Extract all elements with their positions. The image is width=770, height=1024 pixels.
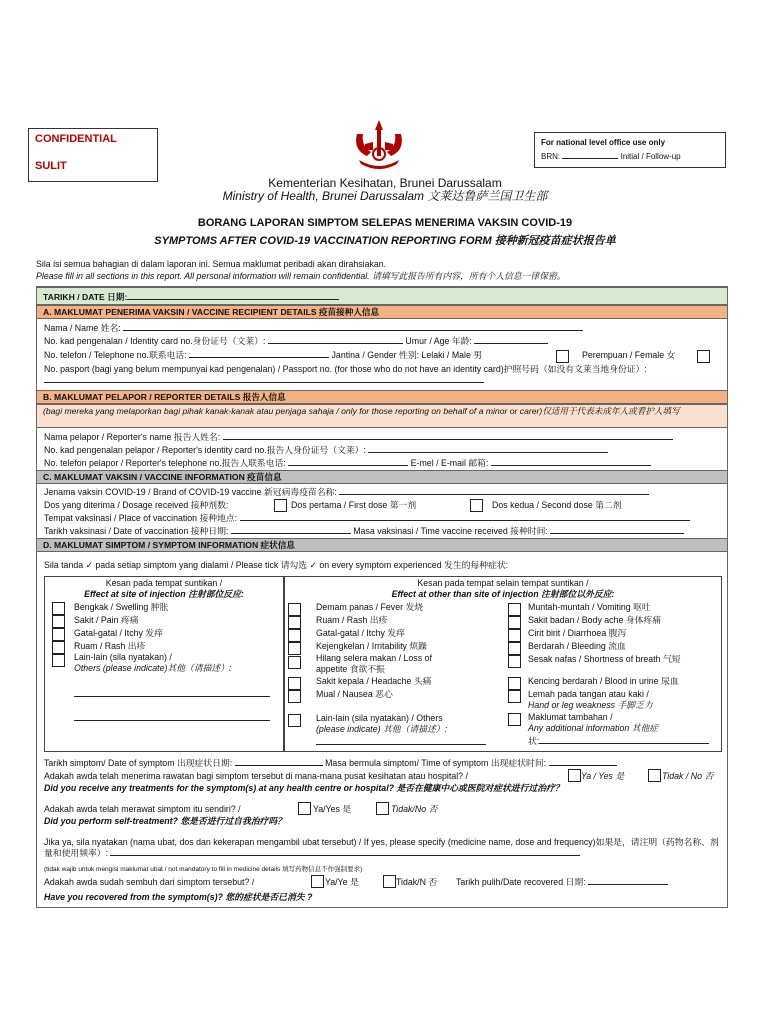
rash-site-checkbox[interactable] [52,641,65,654]
first-dose-label: Dos pertama / First dose 第一剂 [291,500,417,510]
reporter-ic-label: No. kad pengenalan pelapor / Reporter's identity card no.报告人身份证号（文莱）: [44,445,366,455]
treatment-question-en: Did you receive any treatments for the symptom(s) at any health centre or hospital? 是否在健康中心或医院对症状进行过治疗？ [44,783,564,793]
irritability-label: Kejengkelan / Irritability 烦躁 [316,641,427,651]
appetite-label-1: Hilang selera makan / Loss of [316,653,432,663]
itchy-label: Gatal-gatal / Itchy 发痒 [316,628,405,638]
swelling-checkbox[interactable] [52,602,65,615]
right-head-1: Kesan pada tempat selain tempat suntikan / [417,578,589,588]
brn-suffix: Initial / Follow-up [620,152,681,161]
blood-urine-checkbox[interactable] [508,677,521,690]
second-dose-checkbox[interactable] [470,499,483,512]
vaccination-time-label: Masa vaksinasi / Time vaccine received 接种时间: [353,526,548,536]
left-head-2: Effect at site of injection 注射部位反应: [84,589,244,599]
right-head-2: Effect at other than site of injection 注射部位以外反应: [391,589,615,599]
vomiting-label: Muntah-muntah / Vomiting 呕吐 [528,602,651,612]
self-yes-label: Ya/Yes 是 [313,804,352,814]
confidential-label: CONFIDENTIAL [35,133,117,145]
fever-label: Demam panas / Fever 发烧 [316,602,424,612]
reporter-ic-field[interactable] [44,445,608,456]
recipient-tel-label: No. telefon / Telephone no.联系电话: [44,350,187,360]
reporter-name-field[interactable] [44,432,673,443]
form-title-ms: BORANG LAPORAN SIMPTOM SELEPAS MENERIMA VAKSIN COVID-19 [197,217,573,229]
itchy-site-label: Gatal-gatal / Itchy 发痒 [74,628,163,638]
recovered-date-field[interactable] [456,877,668,888]
irritability-checkbox[interactable] [288,642,301,655]
brunei-crest-icon [343,116,415,174]
bleeding-checkbox[interactable] [508,642,521,655]
breath-checkbox[interactable] [508,655,521,668]
medicine-field[interactable] [44,837,724,859]
others-site-line-1[interactable] [74,696,270,697]
nausea-checkbox[interactable] [288,690,301,703]
form-title-en: SYMPTOMS AFTER COVID-19 VACCINATION REPORTING FORM 接种新冠疫苗症状报告单 [154,235,616,247]
treatment-yes-label: Ya / Yes 是 [581,771,625,781]
passport-field[interactable] [44,364,724,386]
reporter-name-label: Nama pelapor / Reporter's name 报告人姓名: [44,432,221,442]
bleeding-label: Berdarah / Bleeding 流血 [528,641,626,651]
recovered-date-label: Tarikh pulih/Date recovered 日期: [456,877,586,887]
brn-field[interactable] [541,152,681,161]
sulit-label: SULIT [35,160,67,172]
vaccine-brand-label: Jenama vaksin COVID-19 / Brand of COVID-19 vaccine 新冠病毒疫苗名称: [44,487,337,497]
reporter-tel-label: No. telefon pelapor / Reporter's telephone no.报告人联系电话: [44,458,286,468]
section-c-header: C. MAKLUMAT VAKSIN / VACCINE INFORMATION 疫苗信息 [36,470,728,484]
onset-date-field[interactable] [44,758,617,769]
intro-en: Please fill in all sections in this report. All personal information will remain confidential. 请填写此报告所有内容，所有个人信息一律保密。 [36,271,566,281]
onset-date-label: Tarikh simptom/ Date of symptom 出现症状日期: [44,758,233,768]
gender-male-label: Jantina / Gender 性别: Lelaki / Male 男 [331,350,483,360]
weakness-label-2: Hand or leg weakness 手脚乏力 [528,700,653,710]
treatment-question: Adakah awda telah menerima rawatan bagi simptom tersebut di mana-mana pusat kesihatan atau hospital? / [44,771,468,781]
itchy-checkbox[interactable] [288,629,301,642]
vaccination-date-field[interactable] [44,526,684,537]
treatment-yes-checkbox[interactable] [568,769,581,782]
medicine-note: (tidak wajib untuk mengisi maklumat ubat / not mandatory to fill in medicine details 填写药物信息不作强制要求) [44,866,363,873]
recovered-question-en: Have you recovered from the symptom(s)? 您的症状是否已消失 ? [44,892,313,902]
vaccine-brand-field[interactable] [44,487,649,498]
body-ache-label: Sakit badan / Body ache 身体疼痛 [528,615,661,625]
recipient-age-label: Umur / Age 年龄: [405,336,472,346]
recovered-yes-label: Ya/Ye 是 [325,877,359,887]
female-checkbox[interactable] [697,350,710,363]
recipient-tel-field[interactable] [44,350,482,361]
section-b-header: B. MAKLUMAT PELAPOR / REPORTER DETAILS 报告人信息 [36,390,728,404]
recovered-question: Adakah awda sudah sembuh dari simptom tersebut? / [44,877,255,887]
nausea-label: Mual / Nausea 恶心 [316,689,393,699]
treatment-no-checkbox[interactable] [648,769,661,782]
itchy-site-checkbox[interactable] [52,628,65,641]
vomiting-checkbox[interactable] [508,603,521,616]
date-row[interactable] [36,287,728,305]
pain-label: Sakit / Pain 疼痛 [74,615,139,625]
blood-urine-label: Kencing berdarah / Blood in urine 尿血 [528,676,679,686]
others-label-2: (please indicate) 其他（请描述）: [316,724,448,734]
male-checkbox[interactable] [556,350,569,363]
treatment-no-label: Tidak / No 否 [662,771,714,781]
gender-female-label: Perempuan / Female 女 [582,350,676,360]
first-dose-checkbox[interactable] [274,499,287,512]
second-dose-label: Dos kedua / Second dose 第二剂 [492,500,622,510]
section-a-header: A. MAKLUMAT PENERIMA VAKSIN / VACCINE RECIPIENT DETAILS 疫苗接种人信息 [36,305,728,319]
rash-label: Ruam / Rash 出疹 [316,615,388,625]
vaccination-date-label: Tarikh vaksinasi / Date of vaccination 接种日期: [44,526,229,536]
headache-label: Sakit kepala / Headache 头痛 [316,676,432,686]
headache-checkbox[interactable] [288,677,301,690]
brn-label: BRN: [541,152,561,161]
national-office-title: For national level office use only [541,138,666,147]
others-site-line-2[interactable] [74,720,270,721]
appetite-checkbox[interactable] [288,656,301,669]
self-no-checkbox[interactable] [376,802,389,815]
dosage-label: Dos yang diterima / Dosage received 接种剂数: [44,500,229,510]
onset-time-label: Masa bermula simptom/ Time of symptom 出现症状时间: [325,758,547,768]
self-no-label: Tidak/No 否 [391,804,438,814]
recipient-ic-field[interactable] [44,336,548,347]
vaccination-place-label: Tempat vaksinasi / Place of vaccination 接种地点: [44,513,238,523]
self-yes-checkbox[interactable] [298,802,311,815]
others-label-1: Lain-lain (sila nyatakan) / Others [316,713,443,723]
intro-ms: Sila isi semua bahagian di dalam laporan ini. Semua maklumat peribadi akan dirahsiakan. [36,259,387,269]
weakness-label-1: Lemah pada tangan atau kaki / [528,689,649,699]
additional-checkbox[interactable] [508,713,521,726]
recovered-no-label: Tidak/N 否 [396,877,438,887]
rash-site-label: Ruam / Rash 出疹 [74,641,146,651]
weakness-checkbox[interactable] [508,690,521,703]
left-head-1: Kesan pada tempat suntikan / [105,578,223,588]
others-site-checkbox[interactable] [52,654,65,667]
self-treatment-question-en: Did you perform self-treatment? 您是否进行过自我治疗吗？ [44,816,286,826]
recovered-no-checkbox[interactable] [383,875,396,888]
additional-label-2: Any additional information 其他症 [528,723,659,733]
additional-label-3: 状: [528,736,540,746]
recipient-name-field[interactable] [44,323,583,334]
swelling-label: Bengkak / Swelling 肿胀 [74,602,169,612]
passport-label: No. pasport (bagi yang belum mempunyai kad pengenalan) / Passport no. (for those who do not have an identity card)护照号码（如没有文莱当地身份证）: [44,364,647,374]
others-checkbox[interactable] [288,714,301,727]
appetite-label-2: appetite 食欲不振 [316,664,385,674]
section-b-note: (bagi mereka yang melaporkan bagi pihak kanak-kanak atau penjaga sahaja / only for those reporting on behalf of a minor or carer)仅适用于代表未成年人或看护人填写 [36,404,728,428]
section-d-header: D. MAKLUMAT SIMPTOM / SYMPTOM INFORMATION 症状信息 [36,538,728,552]
ministry-ms: Kementerian Kesihatan, Brunei Darussalam [268,176,502,190]
national-office-box [534,132,726,168]
rash-checkbox[interactable] [288,616,301,629]
tick-instruction: Sila tanda ✓ pada setiap simptom yang dialami / Please tick 请勾选 ✓ on every symptom experienced 发生的每种症状: [44,560,509,570]
diarrhoea-checkbox[interactable] [508,629,521,642]
medicine-label: Jika ya, sila nyatakan (nama ubat, dos dan kekerapan mengambil ubat tersebut) / If yes, please specify (medicine name, dose and frequency)如果是，请注明（药物名称、剂量和使用频率）: [44,837,719,858]
date-label: TARIKH / DATE 日期: [43,292,128,302]
additional-field[interactable] [528,736,709,747]
others-site-label-2: Others (please indicate)其他（请描述）: [74,663,232,673]
pain-checkbox[interactable] [52,615,65,628]
breath-label: Sesak nafas / Shortness of breath 气短 [528,654,681,664]
recipient-name-label: Nama / Name 姓名: [44,323,121,333]
reporter-email-label: E-mel / E-mail 邮箱: [410,458,489,468]
fever-checkbox[interactable] [288,603,301,616]
vaccination-place-field[interactable] [44,513,690,524]
diarrhoea-label: Cirit birit / Diarrhoea 腹泻 [528,628,627,638]
ministry-en: Ministry of Health, Brunei Darussalam 文莱达鲁萨兰国卫生部 [222,189,548,203]
reporter-tel-field[interactable] [44,458,651,469]
confidential-box [28,128,158,182]
recipient-ic-label: No. kad pengenalan / Identity card no.身份证号（文莱）: [44,336,266,346]
others-site-label-1: Lain-lain (sila nyatakan) / [74,652,172,662]
additional-label-1: Maklumat tambahan / [528,712,613,722]
body-ache-checkbox[interactable] [508,616,521,629]
others-line[interactable] [316,744,486,745]
self-treatment-question: Adakah awda telah merawat simptom itu sendiri? / [44,804,241,814]
recovered-yes-checkbox[interactable] [311,875,324,888]
